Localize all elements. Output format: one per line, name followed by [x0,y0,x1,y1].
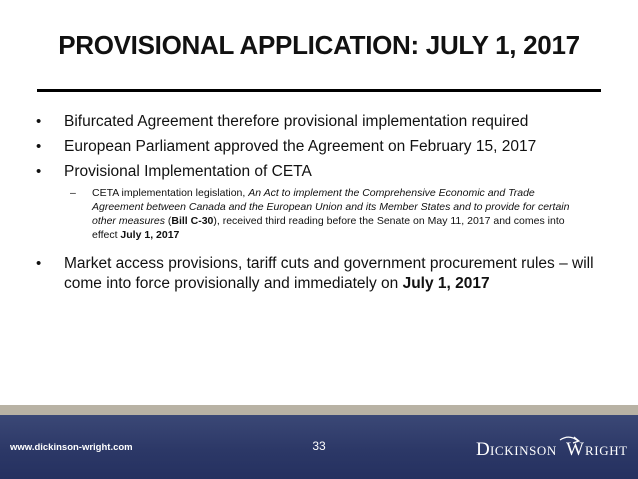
bullet-item [36,162,606,182]
bullet-item [36,112,606,132]
bullet-text: Provisional Implementation of CETA [64,163,312,180]
dickinson-wright-logo-icon [474,432,634,464]
svg-text:ICKINSON: ICKINSON [490,443,557,458]
footer-url: www.dickinson-wright.com [10,442,133,453]
title-underline [37,89,601,92]
footer [0,415,638,479]
slide-content [36,112,606,299]
bill-number: Bill C-30 [171,215,214,227]
slide-title: PROVISIONAL APPLICATION: JULY 1, 2017 [58,30,580,60]
sub-text-part: ), received third reading before the Senate on May 11, 2017 and comes into effect [92,215,565,241]
page-number: 33 [312,439,326,453]
bullet-item [36,137,606,157]
svg-text:RIGHT: RIGHT [585,443,628,458]
bullet-symbol: • [36,255,42,272]
act-title: An Act to implement the Comprehensive Economic and Trade Agreement between Canada and the European Union and its Member States and to provide for certain other measures [92,187,570,227]
sub-text-part: ( [164,215,172,227]
sub-bullet-dash: – [70,187,76,199]
bullet-symbol: • [36,138,42,155]
effective-date: July 1, 2017 [120,229,180,241]
bullet-text: European Parliament approved the Agreement on February 15, 2017 [64,138,537,155]
svg-text:W: W [566,439,584,460]
sub-text-part: CETA implementation legislation, [92,187,249,199]
bullet-bold-date: July 1, 2017 [402,275,490,292]
bullet-item [36,254,606,294]
footer-stripe [0,405,638,415]
bullet-symbol: • [36,163,42,180]
bullet-text: Bifurcated Agreement therefore provisional implementation required [64,113,529,130]
sub-bullet-item [64,186,606,242]
bullet-text [64,254,606,294]
svg-text:D: D [476,439,490,460]
bullet-text-part: Market access provisions, tariff cuts and government procurement rules – will come into force provisionally and immediately on [64,255,594,292]
bullet-symbol: • [36,113,42,130]
sub-bullet-text [92,186,606,242]
